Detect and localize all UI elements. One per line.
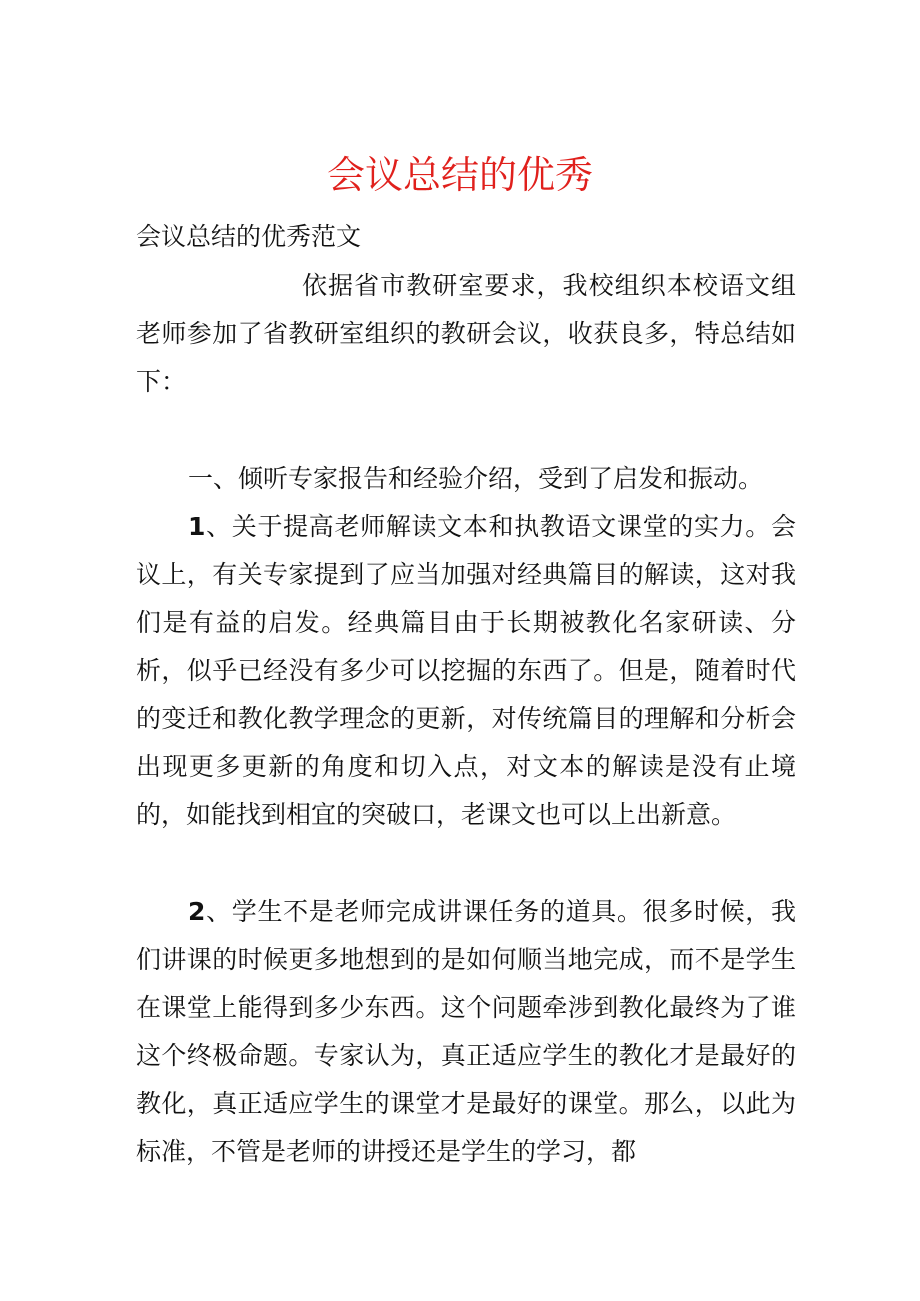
section-heading-1: 一、倾听专家报告和经验介绍，受到了启发和振动。 — [188, 464, 764, 493]
intro-paragraph: 依据省市教研室要求，我校组织本校语文组老师参加了省教研室组织的教研会议，收获良多，特总结如下： — [136, 271, 796, 396]
item-text-1: 、关于提高老师解读文本和执教语文课堂的实力。会议上，有关专家提到了应当加强对经典篇目的解读，这对我们是有益的启发。经典篇目由于长期被教化名家研读、分析，似乎已经没有多少可以挖掘的东西了。但是，随着时代的变迁和教化教学理念的更新，对传统篇目的理解和分析会出现更多更新的角度和切入点，对文本的解读是没有止境的，如能找到相宜的突破口，老课文也可以上出新意。 — [136, 512, 796, 829]
list-item-2 — [136, 888, 796, 1176]
item-text-2: 、学生不是老师完成讲课任务的道具。很多时候，我们讲课的时候更多地想到的是如何顺当地完成，而不是学生在课堂上能得到多少东西。这个问题牵涉到教化最终为了谁这个终极命题。专家认为，真正适应学生的教化才是最好的教化，真正适应学生的课堂才是最好的课堂。那么，以此为标准，不管是老师的讲授还是学生的学习，都 — [136, 897, 796, 1166]
document-subtitle: 会议总结的优秀范文 — [136, 222, 362, 251]
document-title: 会议总结的优秀 — [326, 153, 593, 197]
list-item-1 — [136, 503, 796, 839]
item-number-1: 1 — [188, 512, 206, 541]
item-number-2: 2 — [188, 897, 206, 926]
